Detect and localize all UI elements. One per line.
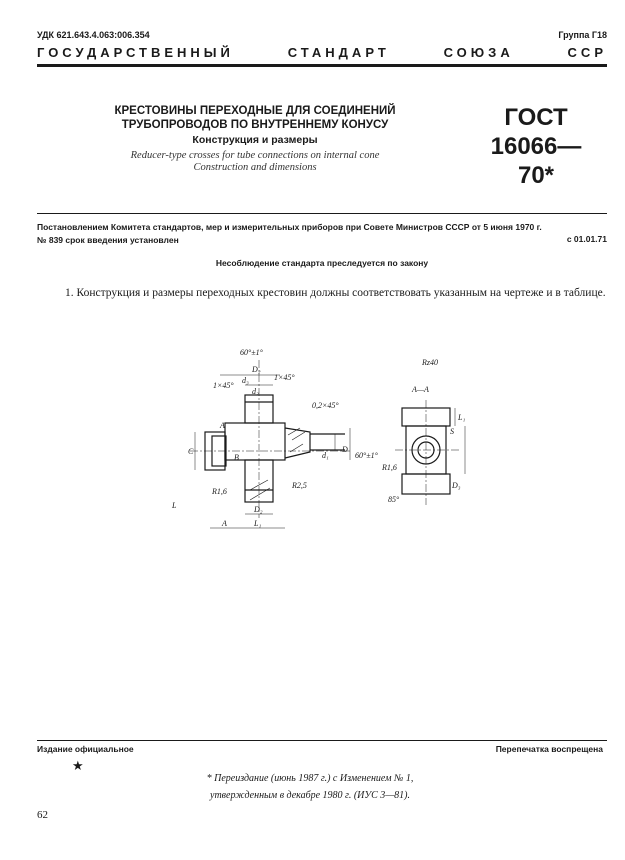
technical-drawing xyxy=(150,340,490,540)
title-ru-line-2: ТРУБОПРОВОДОВ ПО ВНУТРЕННЕМУ КОНУСУ xyxy=(121,119,389,131)
state-standard-banner xyxy=(37,45,607,61)
section-label: А—А xyxy=(412,385,429,394)
dim-d2: d₂ xyxy=(252,387,259,396)
group-code: Группа Г18 xyxy=(558,30,607,40)
roughness-mark: Rz40 xyxy=(422,358,438,367)
title-english xyxy=(110,150,400,174)
dim-l1-right: L₁ xyxy=(458,413,466,422)
gost-code: 16066—70* xyxy=(490,133,582,189)
dim-r16: R1,6 xyxy=(212,487,227,496)
dim-d3-right: D₃ xyxy=(452,481,461,490)
resolution-line-2: № 839 срок введения установлен xyxy=(37,235,179,245)
banner-word-3: СОЮЗА xyxy=(443,45,514,60)
dim-a-top: A xyxy=(220,421,225,430)
dim-b: B xyxy=(234,453,239,462)
dim-chamfer-1: 1×45° xyxy=(213,381,234,390)
dim-chamfer-3: 0,2×45° xyxy=(312,401,339,410)
page-number: 62 xyxy=(37,809,48,821)
title-en-line-1: Reducer-type crosses for tube connections on internal cone xyxy=(130,150,380,161)
dim-d2-top: D₂ xyxy=(252,365,261,374)
clause-1: 1. Конструкция и размеры переходных крестовин должны соответствовать указанным на чертеже и в таблице. xyxy=(65,287,606,299)
resolution-text xyxy=(37,221,607,247)
subtitle-russian: Конструкция и размеры xyxy=(192,134,318,146)
dim-d-big: D xyxy=(342,445,348,454)
dim-d1: d₁ xyxy=(322,451,329,460)
resolution-line-1: Постановлением Комитета стандартов, мер и измерительных приборов при Совете Министров СССР от 5 июня 1970 г. xyxy=(37,222,542,232)
udk-code: УДК 621.643.4.063:006.354 xyxy=(37,30,150,40)
title-ru-line-1: КРЕСТОВИНЫ ПЕРЕХОДНЫЕ ДЛЯ СОЕДИНЕНИЙ xyxy=(114,105,396,117)
star-icon: ★ xyxy=(72,758,84,773)
footnote-line-1: * Переиздание (июнь 1987 г.) с Изменением № 1, xyxy=(206,773,414,784)
banner-word-2: СТАНДАРТ xyxy=(287,45,390,60)
dim-d3: d₃ xyxy=(242,376,249,385)
title-en-line-2: Construction and dimensions xyxy=(193,162,317,173)
gost-label: ГОСТ xyxy=(504,104,568,131)
reissue-footnote xyxy=(160,770,460,804)
official-edition: Издание официальное xyxy=(37,744,134,754)
banner-word-4: ССР xyxy=(567,45,607,60)
dim-l: L xyxy=(172,501,177,510)
banner-rule xyxy=(37,64,607,67)
dim-l1: L₁ xyxy=(254,519,262,528)
dim-angle: 60°±1° xyxy=(240,348,263,357)
dim-r16-right: R1,6 xyxy=(382,463,397,472)
banner-word-1: ГОСУДАРСТВЕННЫЙ xyxy=(37,45,234,60)
dim-angle-3: 85° xyxy=(388,495,400,504)
dim-c: C xyxy=(188,447,194,456)
effective-date: с 01.01.71 xyxy=(566,234,607,244)
dim-d2-bottom: D₂ xyxy=(254,505,263,514)
dim-chamfer-2: 1×45° xyxy=(274,373,295,382)
dim-angle-2: 60°±1° xyxy=(355,451,378,460)
gost-number xyxy=(476,103,596,190)
footer-rule xyxy=(37,740,607,741)
dim-r25: R2,5 xyxy=(292,481,307,490)
reprint-notice: Перепечатка воспрещена xyxy=(495,744,603,754)
dim-s: S xyxy=(450,427,454,436)
dim-a-bottom: A xyxy=(222,519,227,528)
title-rule xyxy=(37,213,607,214)
footnote-line-2: утвержденным в декабре 1980 г. (ИУС 3—81). xyxy=(210,790,410,801)
law-notice: Несоблюдение стандарта преследуется по закону xyxy=(215,258,429,268)
title-russian xyxy=(110,104,400,132)
